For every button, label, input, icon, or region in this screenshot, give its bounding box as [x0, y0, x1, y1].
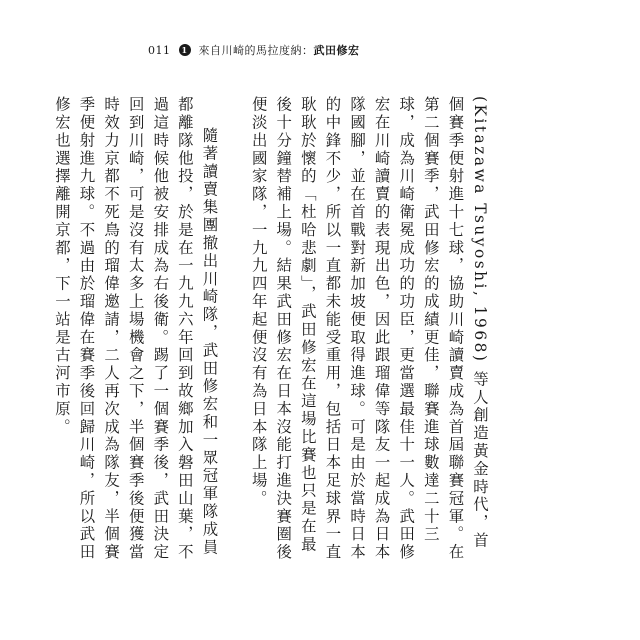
chapter-title: 來自川崎的馬拉度納： [198, 44, 314, 57]
chapter-number-badge: 1 [179, 44, 191, 56]
paragraph-2: 隨著讀賣集團撤出川崎隊，武田修宏和一眾冠軍隊成員都離隊他投，於是在一九九六年回到故鄉加入磐田山葉，不過這時候他被安排成為右後衛。踢了一個賽季後，武田決定回到川崎，可是沒有太多上場機會之下，半個賽季後便獲當時效力京都不死鳥的瑠偉邀請，二人再次成為隊友，半個賽季便射進九球。不過由於瑠偉在賽季後回歸川崎，所以武田修宏也選擇離開京都，下一站是古河市原。 [52, 96, 219, 562]
paragraph-1: (Kitazawa Tsuyoshi, 1968) 等人創造黃金時代，首個賽季便射進十七球，協助川崎讀賣成為首屆聯賽冠軍。在第二個賽季，武田修宏的成績更佳，聯賽進球數達二十三球，成為川崎衛冕成功的功臣，更當選最佳十一人。武田修宏在川崎讀賣的表現出色，因此跟瑠偉等隊友一起成為日本隊國腳，並在首戰對新加坡便取得進球。可是由於當時日本的中鋒不少，所以一直都未能受重用，包括日本足球界一直耿耿於懷的「杜哈悲劇」，武田修宏在這場比賽也只是在最後十分鐘替補上場。結果武田修宏在日本沒能打進決賽圈後便淡出國家隊，一九九四年起便沒有為日本隊上場。 [249, 96, 489, 562]
chapter-subtitle: 武田修宏 [313, 44, 360, 57]
vertical-text-body [49, 96, 492, 566]
chapter-title-group [199, 42, 360, 58]
page-number: 011 [148, 43, 171, 57]
running-header [148, 42, 360, 58]
